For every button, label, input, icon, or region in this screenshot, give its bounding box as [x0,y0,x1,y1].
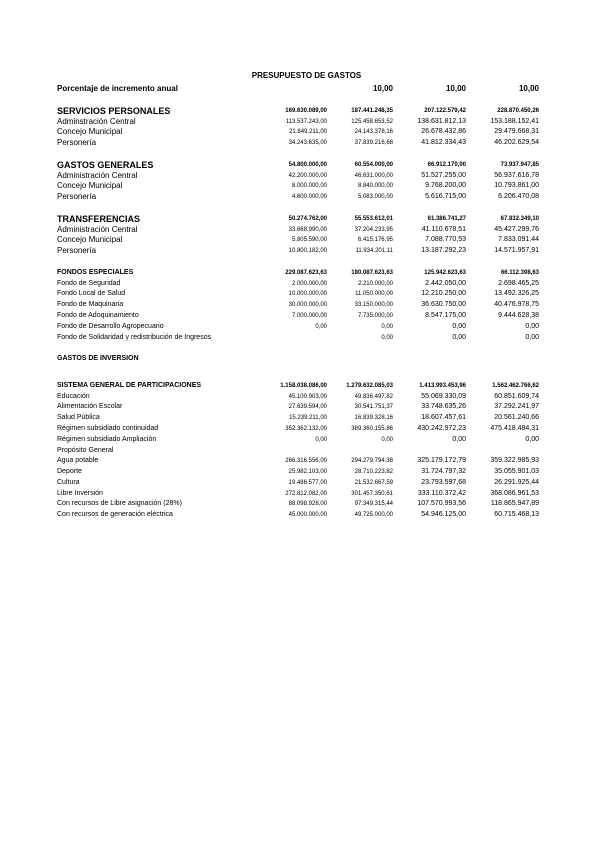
value-cell-4: 7.833.091,44 [498,236,539,244]
detail-row [57,499,539,510]
value-cell-1: 0,00 [315,436,327,443]
spacer-row [57,203,539,214]
spacer-row [57,257,539,268]
value-cell-3: 26.678.432,86 [421,128,466,136]
row-label: Fondo Local de Salud [57,290,126,298]
value-cell-1: 45.000.000,00 [288,512,327,519]
value-cell-4: 6.206.470,08 [498,193,539,201]
spacer-row [57,95,539,106]
value-cell-4: 359.322.985,93 [490,457,539,465]
value-cell-3: 23.793.597,68 [421,478,466,486]
value-cell-1: 25.982.103,00 [288,469,327,476]
value-cell-2: 294.279.794,38 [351,458,393,465]
row-label: GASTOS GENERALES [57,159,154,170]
value-cell-2: 60.554.000,00 [354,161,393,168]
value-cell-2: 8.840.000,00 [357,183,393,190]
detail-row [57,489,539,500]
section-row [57,160,539,171]
row-label: Concejo Municipal [57,181,123,191]
value-cell-2: 30.541.751,37 [354,404,393,411]
value-cell-2: 187.441.248,35 [351,107,393,114]
value-cell-4: 475.418.484,31 [490,424,539,432]
value-cell-2: 24.143.378,16 [354,129,393,136]
value-cell-1: 0,00 [315,323,327,330]
value-cell-3: 7.088.770,53 [425,236,466,244]
item-row [57,192,539,203]
value-cell-1: 54.800.000,00 [288,161,327,168]
value-cell-2: 16.839.328,16 [354,415,393,422]
value-cell-2: 33.150.000,00 [354,302,393,309]
value-cell-3: 125.942.623,63 [424,269,466,276]
value-cell-3: 1.413.993.453,96 [419,382,466,389]
value-cell-4: 66.112.398,63 [500,269,539,276]
value-cell-2: 11.934.201,11 [355,248,393,255]
value-cell-2: 0,00 [381,334,393,341]
value-cell-2: 37.204.233,95 [354,226,393,233]
value-cell-4: 0,00 [525,322,539,330]
row-label: Adminstración Central [57,116,136,126]
value-cell-3: 2.442.050,00 [425,279,466,287]
value-cell-4: 9.444.628,38 [498,311,539,319]
value-cell-3 [393,446,466,457]
value-cell-1: 2.000.000,00 [291,280,327,287]
value-cell-3: 430.242.972,23 [417,424,466,432]
value-cell-2: 5.083.000,00 [357,194,393,201]
value-cell-4 [466,354,539,365]
row-label: Régimen subsidiado continuidad [57,424,159,432]
value-cell-3: 33.748.635,26 [421,403,466,411]
value-cell-1: 45.100.903,00 [288,393,327,400]
value-cell-1: 1.158.038.086,00 [280,382,327,389]
detail-row [57,392,539,403]
value-cell-1: 34.243.635,00 [288,140,327,147]
value-cell-1: 42.200.000,00 [288,172,327,179]
value-cell-2: 0,00 [381,436,393,443]
spacer-row [57,343,539,354]
value-cell-3: 207.122.579,42 [424,107,466,114]
row-label: Personería [57,138,97,148]
detail-row [57,311,539,322]
spacer-cell [57,203,539,214]
value-cell-4: 26.291.925,44 [494,478,539,486]
spacer-row [57,365,539,376]
value-cell-1: 5.805.590,00 [291,237,327,244]
value-cell-3: 18.607.457,61 [421,414,466,422]
row-label: Fondo de Adoquinamiento [57,311,139,319]
value-cell-3: 8.547.175,00 [425,311,466,319]
value-cell-3: 41.110.678,51 [421,225,466,233]
budget-table [57,81,539,521]
value-cell-1: 4.600.000,00 [291,194,327,201]
row-label: Concejo Municipal [57,235,123,245]
item-row [57,181,539,192]
detail-row [57,435,539,446]
value-cell-2: 0,00 [381,323,393,330]
value-cell-4: 20.561.240,66 [494,414,539,422]
value-cell-1: 169.630.089,00 [285,107,327,114]
value-cell-2: 55.553.612,01 [354,215,393,222]
row-label: SISTEMA GENERAL DE PARTICIPACIONES [57,381,202,389]
value-cell-3: 31.724.797,32 [421,468,466,476]
value-cell-3: 0,00 [452,435,466,443]
row-label: TRANSFERENCIAS [57,213,141,224]
item-row [57,235,539,246]
row-label: Personería [57,246,97,256]
detail-row [57,424,539,435]
value-cell-4: 0,00 [525,333,539,341]
value-cell-1: 10.800.182,00 [288,248,327,255]
value-cell-4: 60.851.609,74 [494,392,539,400]
row-label: Salud Pública [57,414,100,422]
value-cell-1: 266.316.556,00 [285,458,327,465]
value-cell-2: 21.532.667,59 [354,479,393,486]
subsection-row [57,354,539,365]
value-cell-4: 10.793.861,00 [494,182,539,190]
section-row [57,106,539,117]
value-cell-4: 228.870.450,26 [497,107,539,114]
detail-row [57,413,539,424]
value-cell-2: 125.458.653,52 [351,118,393,125]
value-cell-4: 153.188.152,41 [490,117,539,125]
item-row [57,171,539,182]
row-label: Educación [57,392,90,400]
value-cell-3: 138.631.812,13 [417,117,466,125]
value-cell-2: 301.457.350,61 [351,490,393,497]
row-label: Fondo de Desarrollo Agropecuario [57,322,164,330]
value-cell-2: 46.631.000,00 [354,172,393,179]
subsection-row [57,268,539,279]
value-cell-1: 7.000.000,00 [291,312,327,319]
row-label: Alimentación Escolar [57,403,123,411]
section-row [57,214,539,225]
spacer-cell [57,257,539,268]
spacer-row [57,149,539,160]
value-cell-4: 37.292.241,97 [494,403,539,411]
value-cell-2: 49.725.000,00 [354,512,393,519]
spacer-cell [57,149,539,160]
value-cell-4: 46.202.629,54 [494,139,539,147]
row-label: FONDOS ESPECIALES [57,268,134,276]
value-cell-3: 61.386.741,27 [427,215,466,222]
value-cell-4: 0,00 [525,435,539,443]
row-label: Libre Inversión [57,489,103,497]
value-cell-1 [257,333,327,344]
item-row [57,138,539,149]
value-cell-1: 10.000.000,00 [288,291,327,298]
detail-row [57,446,539,457]
spacer-cell [57,343,539,354]
value-cell-1: 15.239.211,00 [289,415,327,422]
value-cell-3: 333.110.372,42 [417,489,466,497]
value-cell-4: 13.492.326,25 [494,290,539,298]
value-cell-2: 37.839.216,68 [354,140,393,147]
detail-row [57,300,539,311]
value-cell-2: 28.710.223,82 [354,469,393,476]
value-cell-4: 35.055.901,03 [494,468,539,476]
row-label: Régimen subsidiado Ampliación [57,435,157,443]
value-cell-2: 1.279.632.085,03 [346,382,393,389]
value-cell-4: 14.571.957,91 [494,247,539,255]
spacer-cell [57,95,539,106]
rate-row [57,81,539,95]
row-label: Deporte [57,468,82,476]
value-cell-3: 5.616.715,00 [425,193,466,201]
detail-row [57,456,539,467]
row-label: Agua potable [57,457,99,465]
value-cell-3: 9.768.200,00 [425,182,466,190]
value-cell-2 [327,446,393,457]
value-cell-3: 55.069.330,09 [421,392,466,400]
row-label: Fondo de Seguridad [57,279,121,287]
value-cell-4 [466,446,539,457]
value-cell-3: 41.812.334,43 [421,139,466,147]
value-cell-4: 29.479.668,31 [494,128,539,136]
value-cell-2 [327,354,393,365]
row-label: Fondo de Maquinaria [57,301,124,309]
value-cell-1: 88.098.928,00 [288,501,327,508]
value-cell-1: 21.849.211,00 [289,129,327,136]
value-cell-1: 352.362.132,00 [285,425,327,432]
value-cell-2: 10,00 [372,84,393,94]
value-cell-4: 118.865.947,89 [490,500,539,508]
value-cell-1 [257,354,327,365]
value-cell-3: 10,00 [445,84,466,94]
item-row [57,225,539,236]
value-cell-4: 10,00 [518,84,539,94]
row-label: Con recursos de generación eléctrica [57,511,173,519]
value-cell-3: 107.570.993,56 [417,500,466,508]
spacer-cell [57,365,539,376]
detail-row [57,289,539,300]
detail-row [57,510,539,521]
value-cell-3: 0,00 [452,333,466,341]
value-cell-1: 8.000.000,00 [291,183,327,190]
value-cell-3: 54.946.125,00 [421,511,466,519]
detail-row [57,402,539,413]
value-cell-1: 113.537.243,00 [285,118,327,125]
value-cell-1: 30.000.000,00 [288,302,327,309]
row-label: Administración Central [57,170,138,180]
value-cell-2: 7.735.000,00 [357,312,393,319]
value-cell-3: 36.630.750,00 [421,301,466,309]
value-cell-3: 325.179.172,79 [417,457,466,465]
value-cell-4: 40.476.978,75 [494,301,539,309]
value-cell-1: 19.486.577,00 [288,479,327,486]
item-row [57,246,539,257]
row-label: Administración Central [57,224,138,234]
row-label: GASTOS DE INVERSION [57,355,139,363]
value-cell-1: 50.274.762,00 [288,215,327,222]
value-cell-3: 66.912.170,00 [427,161,466,168]
value-cell-1: 27.639.594,00 [288,404,327,411]
value-cell-4: 368.086.961,53 [490,489,539,497]
value-cell-2: 97.349.315,44 [354,501,393,508]
row-label: Personería [57,192,97,202]
item-row [57,117,539,128]
detail-row [57,333,539,344]
row-label: SERVICIOS PERSONALES [57,105,171,116]
value-cell-1: 229.087.623,63 [285,269,327,276]
row-label: Porcentaje de incremento anual [57,84,178,94]
value-cell-2: 2.210.000,00 [357,280,393,287]
value-cell-1 [257,81,327,95]
budget-table-body [57,81,539,521]
row-label: Con recursos de Libre asignación (28%) [57,500,182,508]
row-label: Cultura [57,478,80,486]
detail-row [57,467,539,478]
value-cell-4: 56.937.616,78 [494,171,539,179]
value-cell-3: 51.527.255,00 [421,171,466,179]
detail-row [57,322,539,333]
row-label: Concejo Municipal [57,127,123,137]
value-cell-2: 389.360.155,86 [351,425,393,432]
subsection-row [57,381,539,392]
value-cell-4: 2.698.465,25 [498,279,539,287]
value-cell-4: 45.427.299,76 [494,225,539,233]
detail-row [57,279,539,290]
value-cell-1 [257,446,327,457]
value-cell-4: 60.715.468,13 [494,511,539,519]
value-cell-1: 272.812.082,00 [285,490,327,497]
detail-row [57,478,539,489]
value-cell-4: 1.562.462.766,62 [492,382,539,389]
value-cell-4: 67.832.349,10 [500,215,539,222]
value-cell-2: 6.415.176,95 [357,237,393,244]
value-cell-2: 49.836.497,82 [354,393,393,400]
value-cell-3: 12.210.250,00 [421,290,466,298]
value-cell-3: 13.187.292,23 [421,247,466,255]
value-cell-3: 0,00 [452,322,466,330]
item-row [57,127,539,138]
document-title: PRESUPUESTO DE GASTOS [251,71,362,80]
value-cell-2: 180.087.623,63 [351,269,393,276]
value-cell-1: 33.668.990,00 [288,226,327,233]
value-cell-4: 73.937.947,85 [500,161,539,168]
row-label: Fondo de Solidaridad y redistribución de Ingresos [57,333,212,341]
row-label: Propósito General [57,446,114,454]
value-cell-3 [393,354,466,365]
value-cell-2: 11.050.000,00 [355,291,393,298]
